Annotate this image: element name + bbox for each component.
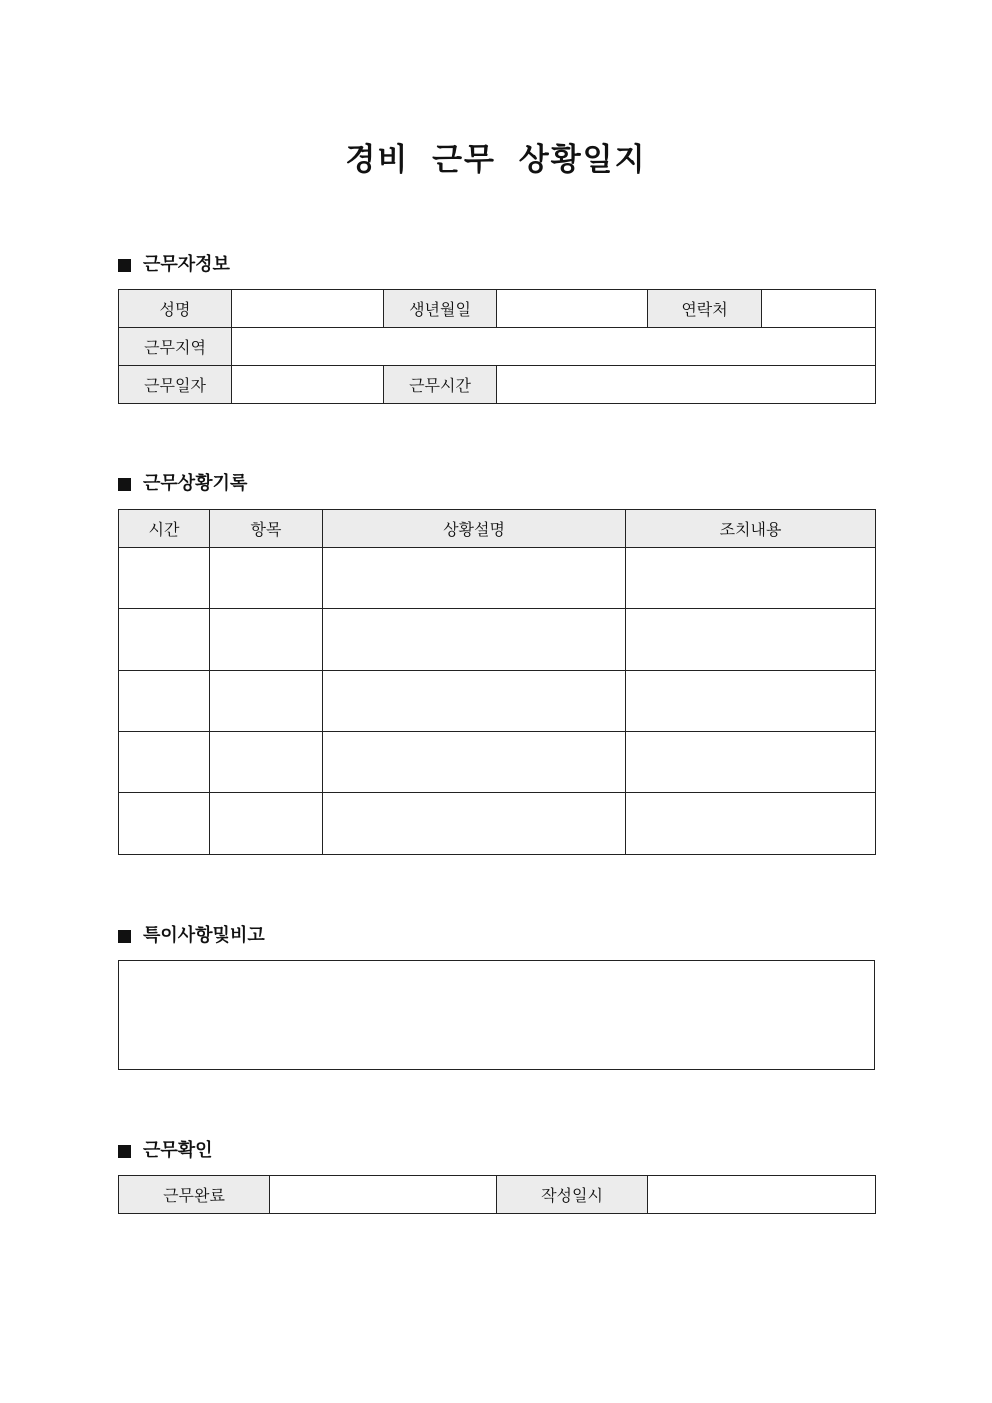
square-bullet-icon	[118, 259, 131, 272]
item-cell[interactable]	[210, 793, 323, 855]
description-cell[interactable]	[323, 609, 626, 671]
time-cell[interactable]	[119, 793, 210, 855]
action-cell[interactable]	[626, 732, 876, 793]
action-cell[interactable]	[626, 671, 876, 732]
column-header-time: 시간	[119, 510, 210, 548]
description-cell[interactable]	[323, 548, 626, 609]
section-heading-label: 근무확인	[143, 1140, 213, 1161]
confirmation-table	[118, 1175, 876, 1214]
completed-label: 근무완료	[119, 1176, 270, 1214]
written-at-field[interactable]	[648, 1176, 876, 1214]
worker-info-row-2	[119, 328, 876, 366]
action-cell[interactable]	[626, 548, 876, 609]
birthdate-label: 생년월일	[384, 290, 497, 328]
table-row	[119, 732, 876, 793]
table-row	[119, 793, 876, 855]
name-field[interactable]	[232, 290, 384, 328]
date-label: 근무일자	[119, 366, 232, 404]
area-label: 근무지역	[119, 328, 232, 366]
date-field[interactable]	[232, 366, 384, 404]
time-cell[interactable]	[119, 732, 210, 793]
time-cell[interactable]	[119, 671, 210, 732]
item-cell[interactable]	[210, 548, 323, 609]
column-header-description: 상황설명	[323, 510, 626, 548]
time-cell[interactable]	[119, 609, 210, 671]
hours-field[interactable]	[497, 366, 876, 404]
remarks-field[interactable]	[118, 960, 875, 1070]
worker-info-table	[118, 289, 876, 404]
hours-label: 근무시간	[384, 366, 497, 404]
column-header-action: 조치내용	[626, 510, 876, 548]
section-heading-label: 근무상황기록	[143, 473, 248, 494]
section-heading-remarks	[118, 925, 265, 947]
worker-info-row-1	[119, 290, 876, 328]
description-cell[interactable]	[323, 671, 626, 732]
square-bullet-icon	[118, 930, 131, 943]
item-cell[interactable]	[210, 732, 323, 793]
log-table	[118, 509, 876, 855]
completed-field[interactable]	[270, 1176, 497, 1214]
time-cell[interactable]	[119, 548, 210, 609]
action-cell[interactable]	[626, 609, 876, 671]
section-heading-confirmation	[118, 1140, 213, 1162]
section-heading-log	[118, 473, 247, 495]
log-header-row	[119, 510, 876, 548]
birthdate-field[interactable]	[497, 290, 648, 328]
section-heading-label: 근무자정보	[143, 254, 230, 275]
table-row	[119, 548, 876, 609]
action-cell[interactable]	[626, 793, 876, 855]
worker-info-row-3	[119, 366, 876, 404]
area-field[interactable]	[232, 328, 876, 366]
contact-field[interactable]	[762, 290, 876, 328]
column-header-item: 항목	[210, 510, 323, 548]
page-title: 경비 근무 상황일지	[345, 142, 647, 178]
item-cell[interactable]	[210, 609, 323, 671]
written-at-label: 작성일시	[497, 1176, 648, 1214]
description-cell[interactable]	[323, 793, 626, 855]
section-heading-label: 특이사항및비고	[143, 925, 265, 946]
confirmation-row	[119, 1176, 876, 1214]
square-bullet-icon	[118, 478, 131, 491]
contact-label: 연락처	[648, 290, 762, 328]
square-bullet-icon	[118, 1145, 131, 1158]
table-row	[119, 671, 876, 732]
item-cell[interactable]	[210, 671, 323, 732]
description-cell[interactable]	[323, 732, 626, 793]
table-row	[119, 609, 876, 671]
name-label: 성명	[119, 290, 232, 328]
section-heading-worker-info	[118, 254, 230, 276]
